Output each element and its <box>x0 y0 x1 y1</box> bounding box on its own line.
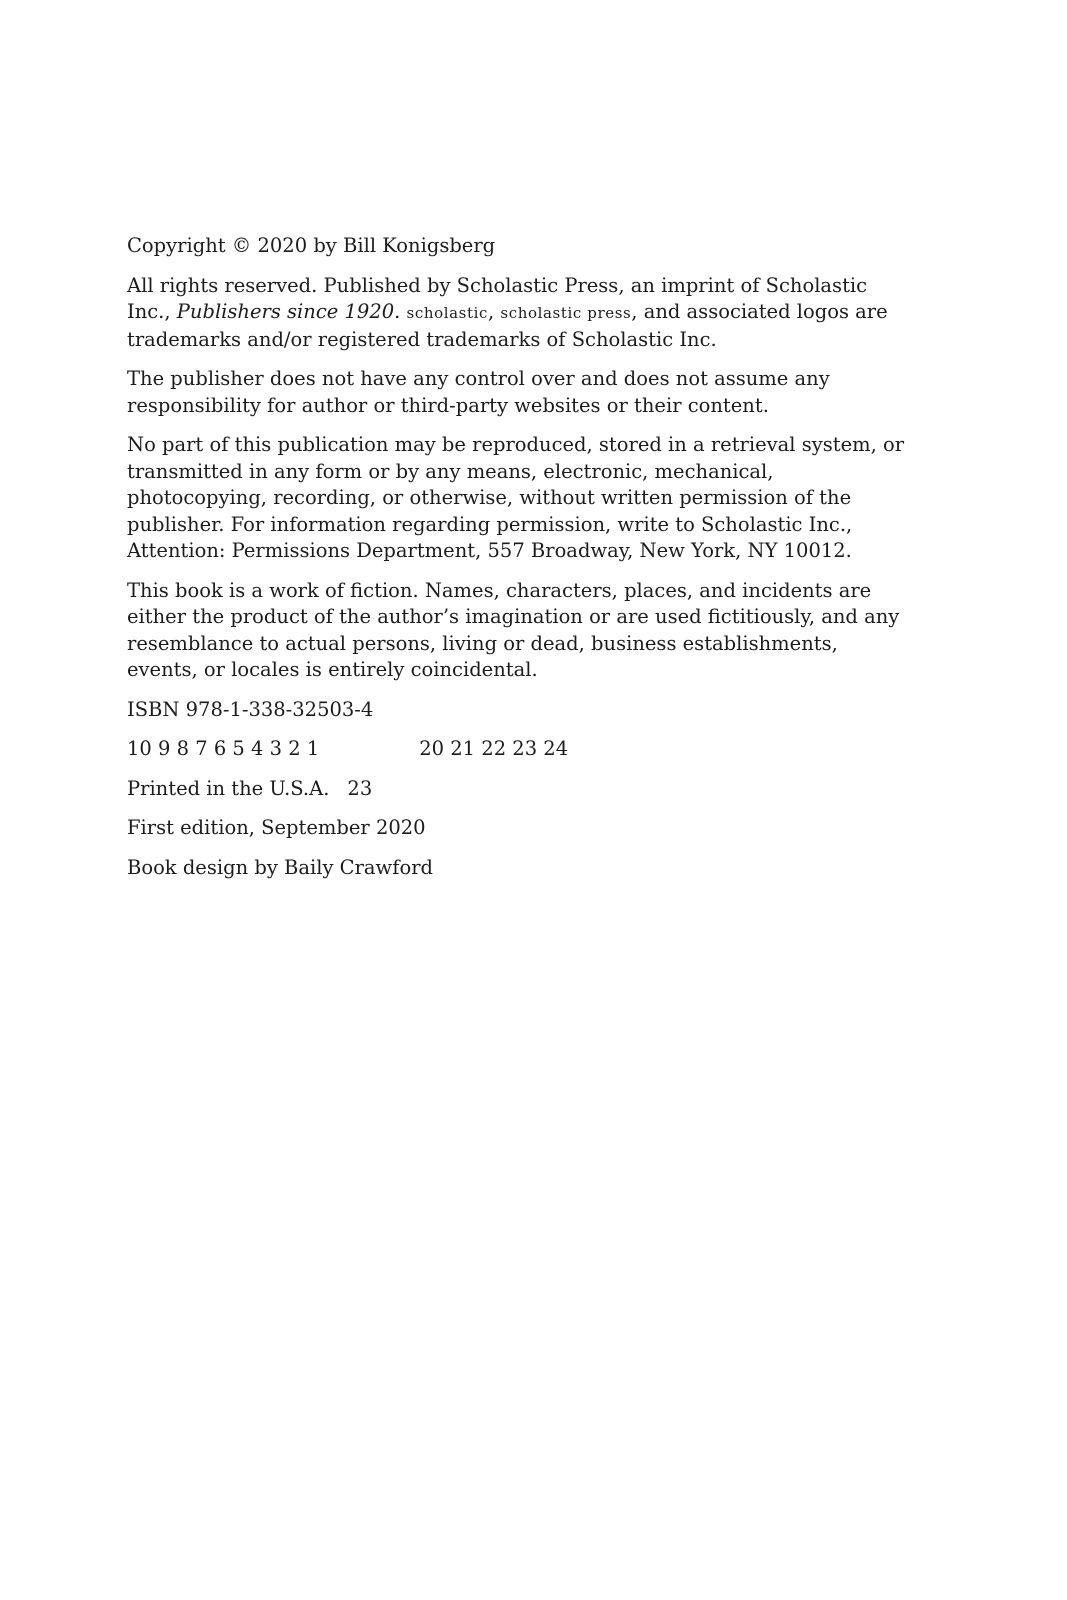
trademark-separator: , <box>488 300 501 323</box>
printing-line <box>127 736 907 763</box>
printing-numbers: 10 9 8 7 6 5 4 3 2 1 <box>127 737 320 760</box>
edition: First edition, September 2020 <box>127 816 426 839</box>
copyright-line: Copyright © 2020 by Bill Konigsberg <box>127 234 496 257</box>
trademark-scholastic: scholastic <box>406 304 489 322</box>
reproduction-paragraph: No part of this publication may be reproduced, stored in a retrieval system, or transmitted in any form or by any means, electronic, mechanical, photocopying, recording, or otherwise, without written permission of the publisher. For information regarding permission, write to Scholastic Inc., Attention: Permissions Department, 557 Broadway, New York, NY 10012. <box>127 433 905 562</box>
rights-text-1: All rights reserved. Published by Scholastic Press, an imprint of Scholastic Inc., <box>127 273 868 323</box>
copyright-page <box>127 233 907 894</box>
disclaimer-paragraph: The publisher does not have any control over and does not assume any responsibility for author or third-party websites or their content. <box>127 367 830 417</box>
design-credit: Book design by Baily Crawford <box>127 855 433 879</box>
printed-in-line <box>127 776 907 803</box>
isbn: ISBN 978-1-338-32503-4 <box>127 697 374 721</box>
rights-text-2: , and associated logos are trademarks and/or registered trademarks of Scholastic Inc. <box>127 300 888 351</box>
printing-years: 20 21 22 23 24 <box>419 737 569 760</box>
printed-in: Printed in the U.S.A. <box>127 776 330 800</box>
fiction-paragraph: This book is a work of fiction. Names, characters, places, and incidents are either the product of the author’s imagination or are used fictitiously, and any resemblance to actual persons, living or dead, business establishments, events, or locales is entirely coincidental. <box>127 578 900 681</box>
publishers-since: Publishers since 1920. <box>176 300 401 323</box>
trademark-scholastic-press: scholastic press <box>500 304 632 322</box>
printed-code: 23 <box>347 776 373 800</box>
rights-paragraph <box>127 273 907 354</box>
